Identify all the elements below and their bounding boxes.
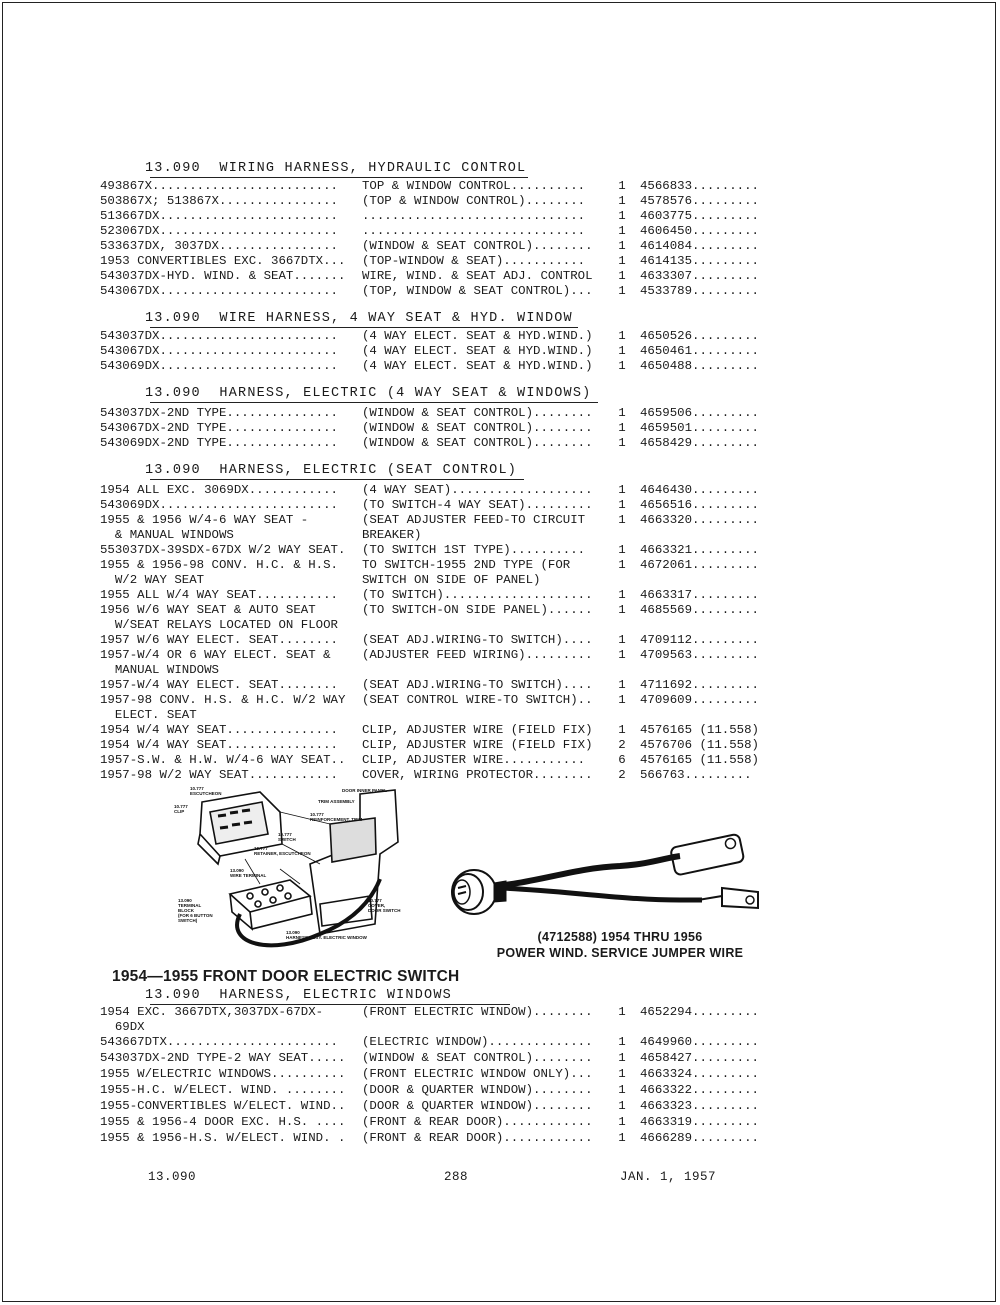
part-number-cell: 4614084......... xyxy=(640,239,759,253)
description-cell: (WINDOW & SEAT CONTROL)........ xyxy=(362,436,593,450)
part-number-cell: 4663321......... xyxy=(640,543,759,557)
description-cell: (TO SWITCH-4 WAY SEAT)......... xyxy=(362,498,593,512)
door-switch-diagram xyxy=(170,784,440,960)
model-cell: 1955 & 1956-H.S. W/ELECT. WIND. . xyxy=(100,1131,346,1145)
quantity-cell: 1 xyxy=(618,179,626,193)
part-number-cell: 4656516......... xyxy=(640,498,759,512)
terminal-block-label: 13.090 TERMINAL BLOCK (FOR 6 BUTTON SWITCH) xyxy=(178,898,213,923)
section-heading-text: 13.090 WIRING HARNESS, HYDRAULIC CONTROL xyxy=(145,161,527,176)
part-number-cell: 4614135......... xyxy=(640,254,759,268)
door-inner-panel-label: DOOR INNER PANEL xyxy=(342,788,387,793)
harness-assy-label: 13.090 HARNESS ASSY. ELECTRIC WINDOW xyxy=(286,930,367,940)
escutcheon-label: 10.777 ESCUTCHEON xyxy=(190,786,222,796)
model-cell: 543067DX........................ xyxy=(100,284,338,298)
part-number-cell: 4658427......... xyxy=(640,1051,759,1065)
part-number-cell: 4685569......... xyxy=(640,603,759,617)
section-heading xyxy=(100,311,770,327)
part-number-cell: 4603775......... xyxy=(640,209,759,223)
description-cell: CLIP, ADJUSTER WIRE (FIELD FIX) xyxy=(362,723,593,737)
part-number-cell: 4606450......... xyxy=(640,224,759,238)
model-cell: 1957-98 W/2 WAY SEAT............ xyxy=(100,768,338,782)
description-cell: (FRONT ELECTRIC WINDOW ONLY)... xyxy=(362,1067,593,1081)
model-cell: 1953 CONVERTIBLES EXC. 3667DTX... xyxy=(100,254,346,268)
quantity-cell: 1 xyxy=(618,359,626,373)
description-cell: (DOOR & QUARTER WINDOW)........ xyxy=(362,1083,593,1097)
part-number-cell: 4576706 (11.558) xyxy=(640,738,759,752)
section-heading xyxy=(100,386,770,402)
section-heading xyxy=(100,463,770,479)
retainer-label: 10.777 RETAINER, ESCUTCHEON xyxy=(254,846,311,856)
model-cell: 1954 ALL EXC. 3069DX............ xyxy=(100,483,338,497)
jumper-wire-diagram xyxy=(440,828,770,928)
description-cell: (WINDOW & SEAT CONTROL)........ xyxy=(362,239,593,253)
model-cell: 1957-W/4 WAY ELECT. SEAT........ xyxy=(100,678,338,692)
description-cell: .............................. xyxy=(362,209,586,223)
quantity-cell: 1 xyxy=(618,254,626,268)
quantity-cell: 1 xyxy=(618,588,626,602)
jumper-wire-caption-2: POWER WIND. SERVICE JUMPER WIRE xyxy=(496,946,744,960)
model-cell: 543037DX-HYD. WIND. & SEAT....... xyxy=(100,269,346,283)
model-cell: 503867X; 513867X................ xyxy=(100,194,338,208)
section-heading-text: 13.090 HARNESS, ELECTRIC WINDOWS xyxy=(145,988,452,1003)
description-cell: CLIP, ADJUSTER WIRE (FIELD FIX) xyxy=(362,738,593,752)
part-number-cell: 4709112......... xyxy=(640,633,759,647)
model-cell: 1954 W/4 WAY SEAT............... xyxy=(100,738,338,752)
model-cell: 1954 W/4 WAY SEAT............... xyxy=(100,723,338,737)
model-cell: 493867X......................... xyxy=(100,179,338,193)
model-cell: 543667DTX....................... xyxy=(100,1035,338,1049)
part-number-cell: 4711692......... xyxy=(640,678,759,692)
model-cell: 543067DX........................ xyxy=(100,344,338,358)
quantity-cell: 1 xyxy=(618,603,626,617)
quantity-cell: 1 xyxy=(618,239,626,253)
quantity-cell: 1 xyxy=(618,1115,626,1129)
model-cell: 543037DX-2ND TYPE............... xyxy=(100,406,338,420)
model-cell: 1957 W/6 WAY ELECT. SEAT........ xyxy=(100,633,338,647)
quantity-cell: 1 xyxy=(618,436,626,450)
quantity-cell: 1 xyxy=(618,1005,626,1019)
model-cell: 543069DX........................ xyxy=(100,498,338,512)
quantity-cell: 1 xyxy=(618,723,626,737)
footer-page-number: 288 xyxy=(444,1170,469,1184)
description-cell: (TO SWITCH-ON SIDE PANEL)...... xyxy=(362,603,593,617)
section-harness-seat-control xyxy=(100,463,770,798)
part-number-cell: 4663317......... xyxy=(640,588,759,602)
parts-table xyxy=(100,479,770,798)
switch-label: 10.777 SWITCH xyxy=(278,832,296,842)
model-cell: 543069DX........................ xyxy=(100,359,338,373)
description-cell: TOP & WINDOW CONTROL.......... xyxy=(362,179,586,193)
description-cell: (SEAT ADJ.WIRING-TO SWITCH).... xyxy=(362,678,593,692)
part-number-cell: 4533789......... xyxy=(640,284,759,298)
part-number-cell: 4650461......... xyxy=(640,344,759,358)
part-number-cell: 4659506......... xyxy=(640,406,759,420)
part-number-cell: 4576165 (11.558) xyxy=(640,753,759,767)
part-number-cell: 4566833......... xyxy=(640,179,759,193)
part-number-cell: 4672061......... xyxy=(640,558,759,572)
description-cell: (TO SWITCH).................... xyxy=(362,588,593,602)
description-cell: CLIP, ADJUSTER WIRE........... xyxy=(362,753,586,767)
part-number-cell: 4650526......... xyxy=(640,329,759,343)
part-number-cell: 4663319......... xyxy=(640,1115,759,1129)
section-heading xyxy=(100,988,770,1004)
quantity-cell: 1 xyxy=(618,1035,626,1049)
description-cell: (ELECTRIC WINDOW).............. xyxy=(362,1035,593,1049)
description-cell: (4 WAY ELECT. SEAT & HYD.WIND.) xyxy=(362,359,593,373)
quantity-cell: 2 xyxy=(618,768,626,782)
description-cell: (TO SWITCH 1ST TYPE).......... xyxy=(362,543,586,557)
figure-title: 1954—1955 FRONT DOOR ELECTRIC SWITCH xyxy=(112,968,460,985)
part-number-cell: 4658429......... xyxy=(640,436,759,450)
part-number-cell: 4709563......... xyxy=(640,648,759,662)
model-cell: 1957-98 CONV. H.S. & H.C. W/2 WAY ELECT. SEAT xyxy=(100,693,346,723)
part-number-cell: 4650488......... xyxy=(640,359,759,373)
quantity-cell: 1 xyxy=(618,406,626,420)
reinforcement-label: 10.777 REINFORCEMENT, TRIM xyxy=(310,812,363,822)
quantity-cell: 1 xyxy=(618,1051,626,1065)
section-heading-text: 13.090 HARNESS, ELECTRIC (SEAT CONTROL) xyxy=(145,463,518,478)
quantity-cell: 1 xyxy=(618,224,626,238)
model-cell: 523067DX........................ xyxy=(100,224,338,238)
quantity-cell: 1 xyxy=(618,269,626,283)
part-number-cell: 4709609......... xyxy=(640,693,759,707)
model-cell: 1956 W/6 WAY SEAT & AUTO SEAT W/SEAT RELAYS LOCATED ON FLOOR xyxy=(100,603,338,633)
description-cell: (FRONT ELECTRIC WINDOW)........ xyxy=(362,1005,593,1019)
quantity-cell: 1 xyxy=(618,209,626,223)
parts-table xyxy=(100,1004,770,1161)
section-heading xyxy=(100,161,770,177)
model-cell: 543069DX-2ND TYPE............... xyxy=(100,436,338,450)
model-cell: 1957-S.W. & H.W. W/4-6 WAY SEAT.. xyxy=(100,753,346,767)
description-cell: WIRE, WIND. & SEAT ADJ. CONTROL xyxy=(362,269,593,283)
quantity-cell: 1 xyxy=(618,648,626,662)
parts-table xyxy=(100,402,770,466)
description-cell: TO SWITCH-1955 2ND TYPE (FOR SWITCH ON SIDE OF PANEL) xyxy=(362,558,571,588)
model-cell: 1955 ALL W/4 WAY SEAT........... xyxy=(100,588,338,602)
part-number-cell: 4663320......... xyxy=(640,513,759,527)
section-heading-text: 13.090 HARNESS, ELECTRIC (4 WAY SEAT & WINDOWS) xyxy=(145,386,592,401)
quantity-cell: 1 xyxy=(618,558,626,572)
section-harness-electric-windows xyxy=(100,988,770,1161)
model-cell: 1955 W/ELECTRIC WINDOWS.......... xyxy=(100,1067,346,1081)
description-cell: (WINDOW & SEAT CONTROL)........ xyxy=(362,406,593,420)
quantity-cell: 6 xyxy=(618,753,626,767)
description-cell: (FRONT & REAR DOOR)............ xyxy=(362,1115,593,1129)
description-cell: (SEAT ADJUSTER FEED-TO CIRCUIT BREAKER) xyxy=(362,513,586,543)
quantity-cell: 1 xyxy=(618,543,626,557)
description-cell: COVER, WIRING PROTECTOR........ xyxy=(362,768,593,782)
clip-label: 10.777 CLIP xyxy=(174,804,188,814)
description-cell: (WINDOW & SEAT CONTROL)........ xyxy=(362,421,593,435)
quantity-cell: 1 xyxy=(618,693,626,707)
model-cell: 1955-CONVERTIBLES W/ELECT. WIND.. xyxy=(100,1099,346,1113)
model-cell: 533637DX, 3037DX................ xyxy=(100,239,338,253)
description-cell: (FRONT & REAR DOOR)............ xyxy=(362,1131,593,1145)
model-cell: 543067DX-2ND TYPE............... xyxy=(100,421,338,435)
quantity-cell: 1 xyxy=(618,421,626,435)
footer-date: JAN. 1, 1957 xyxy=(620,1170,717,1184)
model-cell: 1955 & 1956-4 DOOR EXC. H.S. .... xyxy=(100,1115,346,1129)
quantity-cell: 1 xyxy=(618,284,626,298)
model-cell: 513667DX........................ xyxy=(100,209,338,223)
parts-table xyxy=(100,177,770,314)
description-cell: (ADJUSTER FEED WIRING)......... xyxy=(362,648,593,662)
description-cell: (TOP-WINDOW & SEAT)........... xyxy=(362,254,586,268)
part-number-cell: 4652294......... xyxy=(640,1005,759,1019)
quantity-cell: 1 xyxy=(618,498,626,512)
quantity-cell: 1 xyxy=(618,1067,626,1081)
quantity-cell: 1 xyxy=(618,513,626,527)
model-cell: 1957-W/4 OR 6 WAY ELECT. SEAT & MANUAL WINDOWS xyxy=(100,648,331,678)
description-cell: (WINDOW & SEAT CONTROL)........ xyxy=(362,1051,593,1065)
quantity-cell: 1 xyxy=(618,633,626,647)
quantity-cell: 1 xyxy=(618,194,626,208)
part-number-cell: 4666289......... xyxy=(640,1131,759,1145)
quantity-cell: 1 xyxy=(618,678,626,692)
model-cell: 553037DX-39SDX-67DX W/2 WAY SEAT. xyxy=(100,543,346,557)
quantity-cell: 1 xyxy=(618,329,626,343)
model-cell: 1954 EXC. 3667DTX,3037DX-67DX- 69DX xyxy=(100,1005,324,1035)
model-cell: 543037DX-2ND TYPE-2 WAY SEAT..... xyxy=(100,1051,346,1065)
part-number-cell: 4663323......... xyxy=(640,1099,759,1113)
section-wiring-harness-hydraulic xyxy=(100,161,770,314)
description-cell: (4 WAY ELECT. SEAT & HYD.WIND.) xyxy=(362,344,593,358)
quantity-cell: 1 xyxy=(618,483,626,497)
section-heading-text: 13.090 WIRE HARNESS, 4 WAY SEAT & HYD. WINDOW xyxy=(145,311,573,326)
description-cell: (TOP & WINDOW CONTROL)........ xyxy=(362,194,586,208)
trim-assembly-label: TRIM ASSEMBLY xyxy=(318,799,355,804)
quantity-cell: 2 xyxy=(618,738,626,752)
model-cell: 1955 & 1956-98 CONV. H.C. & H.S. W/2 WAY SEAT xyxy=(100,558,338,588)
description-cell: (DOOR & QUARTER WINDOW)........ xyxy=(362,1099,593,1113)
description-cell: (SEAT ADJ.WIRING-TO SWITCH).... xyxy=(362,633,593,647)
part-number-cell: 4663324......... xyxy=(640,1067,759,1081)
footer-section-number: 13.090 xyxy=(148,1170,197,1184)
wire-terminal-label: 13.090 WIRE TERMINAL xyxy=(230,868,267,878)
model-cell: 1955 & 1956 W/4-6 WAY SEAT - & MANUAL WINDOWS xyxy=(100,513,309,543)
part-number-cell: 566763......... xyxy=(640,768,752,782)
description-cell: (TOP, WINDOW & SEAT CONTROL)... xyxy=(362,284,593,298)
section-harness-4way-seat-windows xyxy=(100,386,770,466)
part-number-cell: 4659501......... xyxy=(640,421,759,435)
model-cell: 1955-H.C. W/ELECT. WIND. ........ xyxy=(100,1083,346,1097)
quantity-cell: 1 xyxy=(618,1083,626,1097)
part-number-cell: 4578576......... xyxy=(640,194,759,208)
part-number-cell: 4633307......... xyxy=(640,269,759,283)
quantity-cell: 1 xyxy=(618,1099,626,1113)
part-number-cell: 4576165 (11.558) xyxy=(640,723,759,737)
description-cell: (4 WAY ELECT. SEAT & HYD.WIND.) xyxy=(362,329,593,343)
quantity-cell: 1 xyxy=(618,1131,626,1145)
quantity-cell: 1 xyxy=(618,344,626,358)
cover-label: 10.777 COVER, DOOR SWITCH xyxy=(368,898,401,913)
description-cell: .............................. xyxy=(362,224,586,238)
parts-table xyxy=(100,327,770,389)
jumper-wire-caption-1: (4712588) 1954 THRU 1956 xyxy=(537,930,703,944)
model-cell: 543037DX........................ xyxy=(100,329,338,343)
part-number-cell: 4649960......... xyxy=(640,1035,759,1049)
part-number-cell: 4646430......... xyxy=(640,483,759,497)
section-wire-harness-4way-seat xyxy=(100,311,770,389)
part-number-cell: 4663322......... xyxy=(640,1083,759,1097)
description-cell: (SEAT CONTROL WIRE-TO SWITCH).. xyxy=(362,693,593,707)
description-cell: (4 WAY SEAT)................... xyxy=(362,483,593,497)
